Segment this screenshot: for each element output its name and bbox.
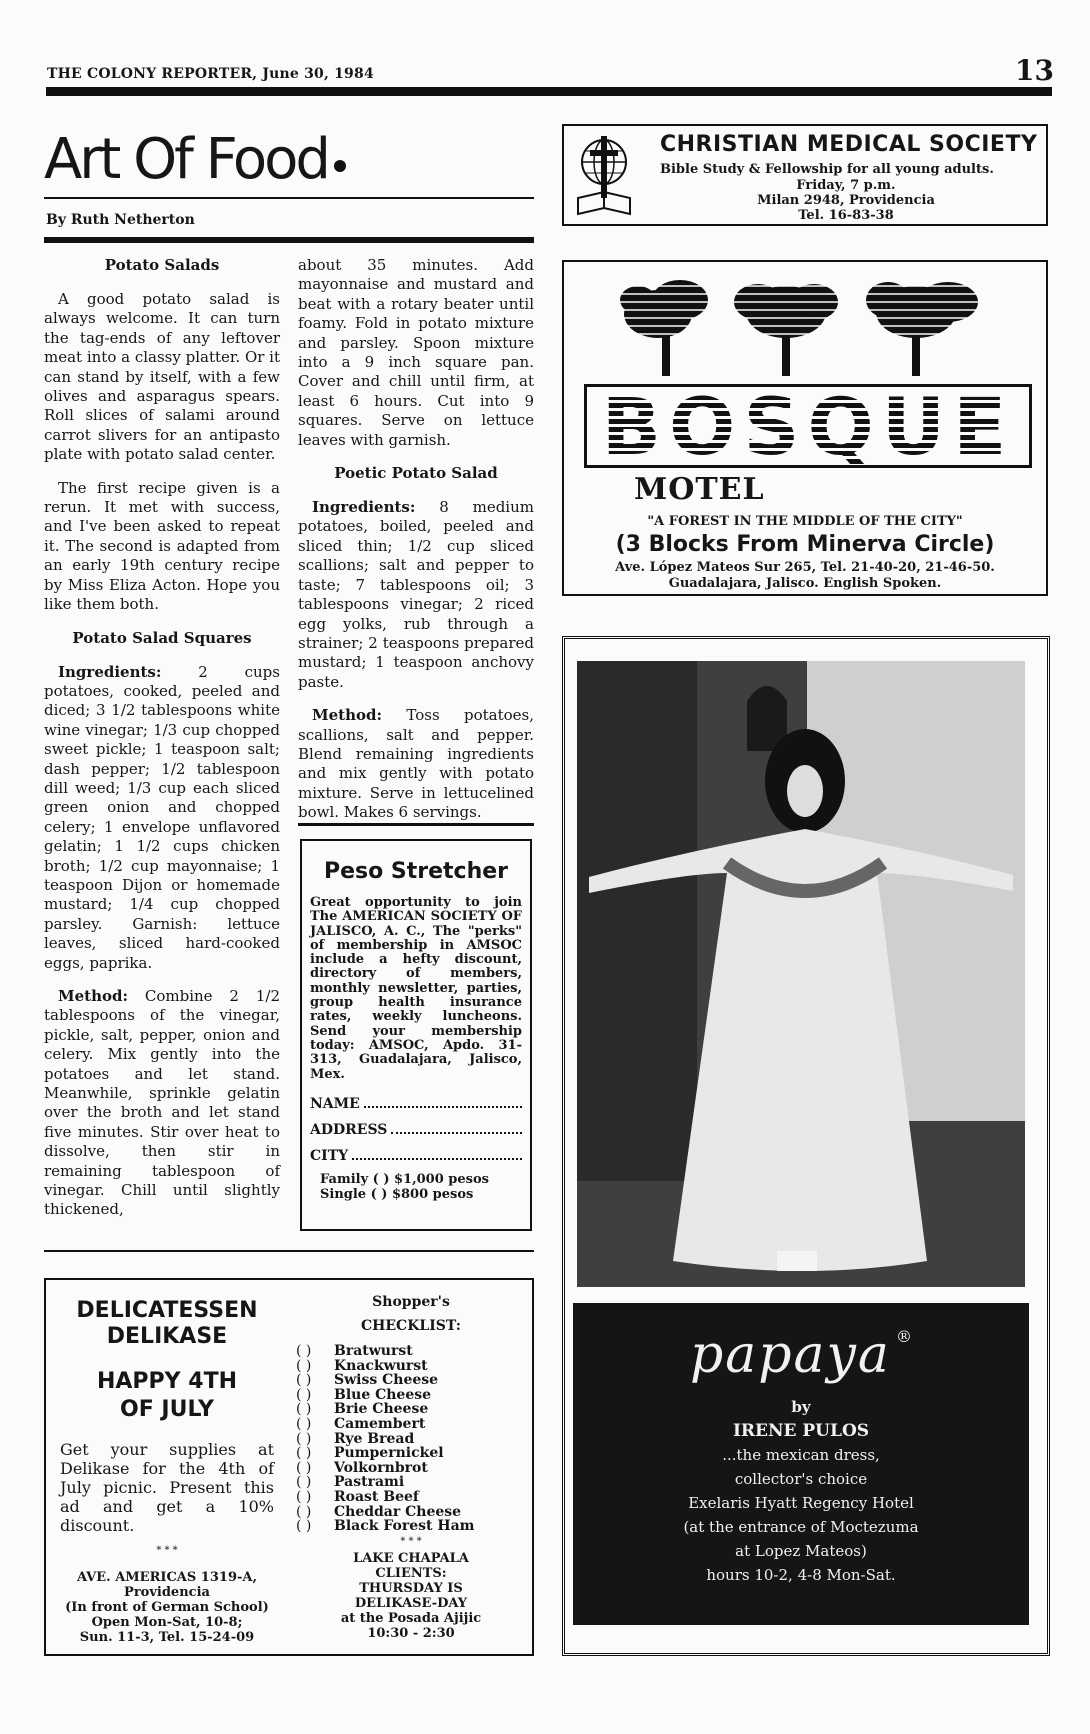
paragraph-text: 2 cups potatoes, cooked, peeled and diced; 3 1/2 tablespoons white wine vinegar; 1/3 cup chopped sweet pickle; 1 teaspoon salt; dash pepper; 1/2 tablespoon dill weed; 1/3 cup each sliced green onion and chopped celery; 1 envelope unflavored gelatin; 1 1/2 cups chicken broth; 1/2 cup mayonnaise; 1 teaspoon Dijon or homemade mustard; 1/4 cup chopped parsley. Garnish: lettuce leaves, sliced hard-cooked eggs, paprika. xyxy=(44,662,280,972)
checklist-item-label: Knackwurst xyxy=(334,1357,428,1374)
deli-left xyxy=(60,1298,274,1645)
checklist-item[interactable] xyxy=(296,1490,526,1505)
deli-top-rule xyxy=(44,1250,534,1252)
papaya-details xyxy=(573,1395,1029,1587)
paragraph-lead: Method: xyxy=(58,987,129,1005)
papaya-info-panel xyxy=(573,1303,1029,1625)
article-subhead: Poetic Potato Salad xyxy=(334,464,498,483)
checklist-item-label: Camembert xyxy=(334,1415,426,1432)
checklist-item[interactable] xyxy=(296,1388,526,1403)
checkbox[interactable]: ( ) xyxy=(296,1357,312,1374)
single-option[interactable]: Single ( ) $800 pesos xyxy=(320,1186,474,1202)
title-underline xyxy=(44,197,534,199)
checkbox[interactable]: ( ) xyxy=(296,1386,312,1403)
papaya-at: at Lopez Mateos) xyxy=(735,1542,867,1560)
christian-line-2: Friday, 7 p.m. xyxy=(796,178,896,193)
christian-title: CHRISTIAN MEDICAL SOCIETY xyxy=(660,132,1038,157)
checkbox[interactable]: ( ) xyxy=(296,1415,312,1432)
checklist-item[interactable] xyxy=(296,1432,526,1447)
checklist-item[interactable] xyxy=(296,1461,526,1476)
papaya-desc-2: collector's choice xyxy=(734,1470,868,1488)
column-title xyxy=(44,127,346,192)
checklist-item-label: Pumpernickel xyxy=(334,1445,444,1462)
papaya-designer: IRENE PULOS xyxy=(732,1421,870,1441)
christian-line-1: Bible Study & Fellowship for all young adults. xyxy=(660,162,994,177)
paragraph-text: about 35 minutes. Add mayonnaise and mustard and beat with a rotary beater until foamy. Fold in potato mixture and parsley. Spoon mixture into a 9 inch square pan. Cover and chill until firm, at least 6 hours. Cut into 9 squares. Serve on lettuce leaves with garnish. xyxy=(298,256,534,449)
bosque-blocks: (3 Blocks From Minerva Circle) xyxy=(615,532,995,557)
chapala-note xyxy=(296,1551,526,1641)
checkbox[interactable]: ( ) xyxy=(296,1430,312,1447)
dress-photo-illustration xyxy=(577,661,1025,1287)
checklist-item-label: Pastrami xyxy=(334,1474,405,1491)
checklist-item-label: Black Forest Ham xyxy=(334,1518,475,1535)
name-field[interactable] xyxy=(310,1094,522,1112)
checklist-title-1: Shopper's xyxy=(372,1294,450,1310)
paragraph-lead: Ingredients: xyxy=(58,662,162,681)
globe-cross-bible-icon xyxy=(574,132,634,220)
address-field[interactable] xyxy=(310,1120,522,1138)
city-label: CITY xyxy=(310,1147,349,1164)
chapala-5: at the Posada Ajijic xyxy=(340,1610,482,1626)
checkbox[interactable]: ( ) xyxy=(296,1474,312,1491)
article-paragraph xyxy=(44,663,280,974)
checkbox[interactable]: ( ) xyxy=(296,1503,312,1520)
checklist-items xyxy=(296,1344,526,1534)
article-paragraph xyxy=(298,706,534,822)
checkbox[interactable]: ( ) xyxy=(296,1488,312,1505)
peso-body: Great opportunity to join The AMERICAN SOCIETY OF JALISCO, A. C., The "perks" of membership in AMSOC include a hefty discount, directory of members, monthly newsletter, parties, group health insurance rates, weekly luncheons. Send your membership today: AMSOC, Apdo. 31-313, Guadalajara, Jalisco, Mex. xyxy=(310,895,522,1082)
page-number: 13 xyxy=(1015,54,1054,87)
chapala-6: 10:30 - 2:30 xyxy=(367,1625,455,1641)
checklist-item[interactable] xyxy=(296,1446,526,1461)
deli-address xyxy=(60,1570,274,1645)
chapala-1: LAKE CHAPALA xyxy=(353,1550,469,1566)
checklist-item[interactable] xyxy=(296,1519,526,1534)
checklist-item[interactable] xyxy=(296,1475,526,1490)
chapala-4: DELIKASE-DAY xyxy=(354,1595,468,1611)
bosque-address: Ave. López Mateos Sur 265, Tel. 21-40-20, 21-46-50. xyxy=(615,560,995,575)
deli-address-3: (In front of German School) xyxy=(65,1600,269,1615)
checklist-title-2: CHECKLIST: xyxy=(361,1318,461,1334)
article-paragraph xyxy=(44,290,280,465)
checkbox[interactable]: ( ) xyxy=(296,1459,312,1476)
paragraph-text: The first recipe given is a rerun. It met with success, and I've been asked to repeat it. The second is adapted from an early 19th century recipe by Miss Eliza Acton. Hope you like them both. xyxy=(44,478,280,614)
article-subhead: Potato Salads xyxy=(104,256,220,274)
article-paragraph xyxy=(298,498,534,692)
bosque-name: BOSQUE xyxy=(587,387,1029,468)
deli-body: Get your supplies at Delikase for the 4th of July picnic. Present this ad and get a 10% discount. xyxy=(60,1440,274,1535)
checklist-item[interactable] xyxy=(296,1344,526,1359)
article-paragraph xyxy=(44,479,280,615)
deli-hours-1: Open Mon-Sat, 10-8; xyxy=(91,1615,243,1630)
checklist-item[interactable] xyxy=(296,1359,526,1374)
checklist-stars: * * * xyxy=(400,1535,422,1547)
christian-details xyxy=(648,178,1044,223)
bosque-city: Guadalajara, Jalisco. English Spoken. xyxy=(668,576,942,591)
deli-happy-2: OF JULY xyxy=(120,1397,214,1422)
fashion-photo xyxy=(577,661,1025,1287)
article-paragraph xyxy=(298,256,534,450)
checklist-item[interactable] xyxy=(296,1402,526,1417)
checklist-item-label: Swiss Cheese xyxy=(334,1372,439,1389)
checklist-item-label: Brie Cheese xyxy=(334,1401,429,1418)
bosque-motel-word: MOTEL xyxy=(634,472,765,507)
checkbox[interactable]: ( ) xyxy=(296,1518,312,1535)
city-field[interactable] xyxy=(310,1146,522,1164)
article-column-1 xyxy=(44,256,280,1234)
checkbox[interactable]: ( ) xyxy=(296,1445,312,1462)
header-rule xyxy=(46,87,1052,96)
deli-stars: * * * xyxy=(156,1545,178,1556)
paragraph-text: A good potato salad is always welcome. It can turn the tag-ends of any leftover meat into a classy platter. Or it can stand by itself, with a few olives and asparagus spears. Roll slices of salami around carrot slivers for an antipasto plate with potato salad center. xyxy=(44,290,281,464)
chapala-3: THURSDAY IS xyxy=(359,1580,463,1596)
christian-line-3: Milan 2948, Providencia xyxy=(757,193,935,208)
christian-line-4: Tel. 16-83-38 xyxy=(798,208,894,223)
byline: By Ruth Netherton xyxy=(46,212,195,228)
checklist-item-label: Blue Cheese xyxy=(334,1386,432,1403)
peso-title: Peso Stretcher xyxy=(323,859,509,884)
column-title-text: Art Of Food xyxy=(44,127,328,192)
checklist-item[interactable] xyxy=(296,1373,526,1388)
checklist-item[interactable] xyxy=(296,1417,526,1432)
article-paragraph xyxy=(44,987,280,1220)
peso-top-rule xyxy=(298,823,534,826)
name-label: NAME xyxy=(310,1095,360,1112)
address-label: ADDRESS xyxy=(310,1121,388,1138)
family-option[interactable]: Family ( ) $1,000 pesos xyxy=(320,1171,489,1187)
bosque-tagline: "A FOREST IN THE MIDDLE OF THE CITY" xyxy=(647,514,963,529)
bosque-motel-ad xyxy=(562,260,1048,596)
bosque-name-frame xyxy=(584,384,1032,468)
bullet-icon xyxy=(334,160,346,172)
checklist-item-label: Volkornbrot xyxy=(334,1459,428,1476)
article-subhead: Potato Salad Squares xyxy=(72,628,252,647)
peso-stretcher-box xyxy=(300,839,532,1231)
checkbox[interactable]: ( ) xyxy=(296,1372,312,1389)
chapala-2: CLIENTS: xyxy=(375,1565,447,1581)
papaya-by: by xyxy=(791,1398,811,1416)
masthead: THE COLONY REPORTER, June 30, 1984 xyxy=(47,66,374,82)
deli-address-2: Providencia xyxy=(124,1585,210,1600)
checklist-item-label: Bratwurst xyxy=(334,1343,413,1359)
deli-address-1: AVE. AMERICAS 1319-A, xyxy=(77,1570,257,1585)
tree-logo-icon xyxy=(618,272,998,384)
checkbox[interactable]: ( ) xyxy=(296,1343,312,1359)
christian-medical-ad xyxy=(562,124,1048,226)
papaya-ad xyxy=(562,636,1050,1656)
deli-happy-1: HAPPY 4TH xyxy=(96,1369,237,1394)
paragraph-text: Combine 2 1/2 tablespoons of the vinegar, pickle, salt, pepper, onion and celery. Mix gently into the potatoes and let stand. Meanwhile, sprinkle gelatin over the broth and let stand five minutes. Stir over heat to dissolve, then stir in remaining tablespoon of vinegar. Chill until slightly thickened, xyxy=(44,987,280,1219)
checkbox[interactable]: ( ) xyxy=(296,1401,312,1418)
paragraph-lead: Method: xyxy=(312,706,383,725)
papaya-hours: hours 10-2, 4-8 Mon-Sat. xyxy=(706,1566,896,1584)
deli-name-2: DELIKASE xyxy=(106,1324,228,1349)
checklist-item-label: Roast Beef xyxy=(334,1488,419,1505)
papaya-desc-1: ...the mexican dress, xyxy=(722,1446,880,1464)
checklist-item-label: Rye Bread xyxy=(334,1430,415,1447)
checklist-item[interactable] xyxy=(296,1505,526,1520)
paragraph-text: 8 medium potatoes, boiled, peeled and sliced thin; 1/2 cup sliced scallions; salt and pepper to taste; 7 tablespoons oil; 3 tablespoons vinegar; 2 riced egg yolks, rub through a strainer; 2 teaspoons prepared mustard; 1 teaspoon anchovy paste. xyxy=(298,498,534,691)
deli-checklist xyxy=(296,1294,526,1641)
checklist-item-label: Cheddar Cheese xyxy=(334,1503,462,1520)
papaya-logo xyxy=(573,1325,1029,1385)
delicatessen-ad xyxy=(44,1278,534,1656)
papaya-brand: papaya xyxy=(689,1325,891,1385)
registered-mark: ® xyxy=(896,1327,913,1346)
article-column-2 xyxy=(298,256,534,837)
deli-hours-2: Sun. 11-3, Tel. 15-24-09 xyxy=(79,1630,255,1645)
paragraph-lead: Ingredients: xyxy=(312,498,416,517)
papaya-entrance: (at the entrance of Moctezuma xyxy=(683,1518,919,1536)
papaya-hotel: Exelaris Hyatt Regency Hotel xyxy=(688,1494,914,1512)
paragraph-text: Toss potatoes, scallions, salt and pepper. Blend remaining ingredients and mix gently with potato mixture. Serve in lettucelined bowl. Makes 6 servings. xyxy=(298,706,534,822)
byline-rule xyxy=(44,237,534,243)
deli-name-1: DELICATESSEN xyxy=(76,1298,258,1323)
